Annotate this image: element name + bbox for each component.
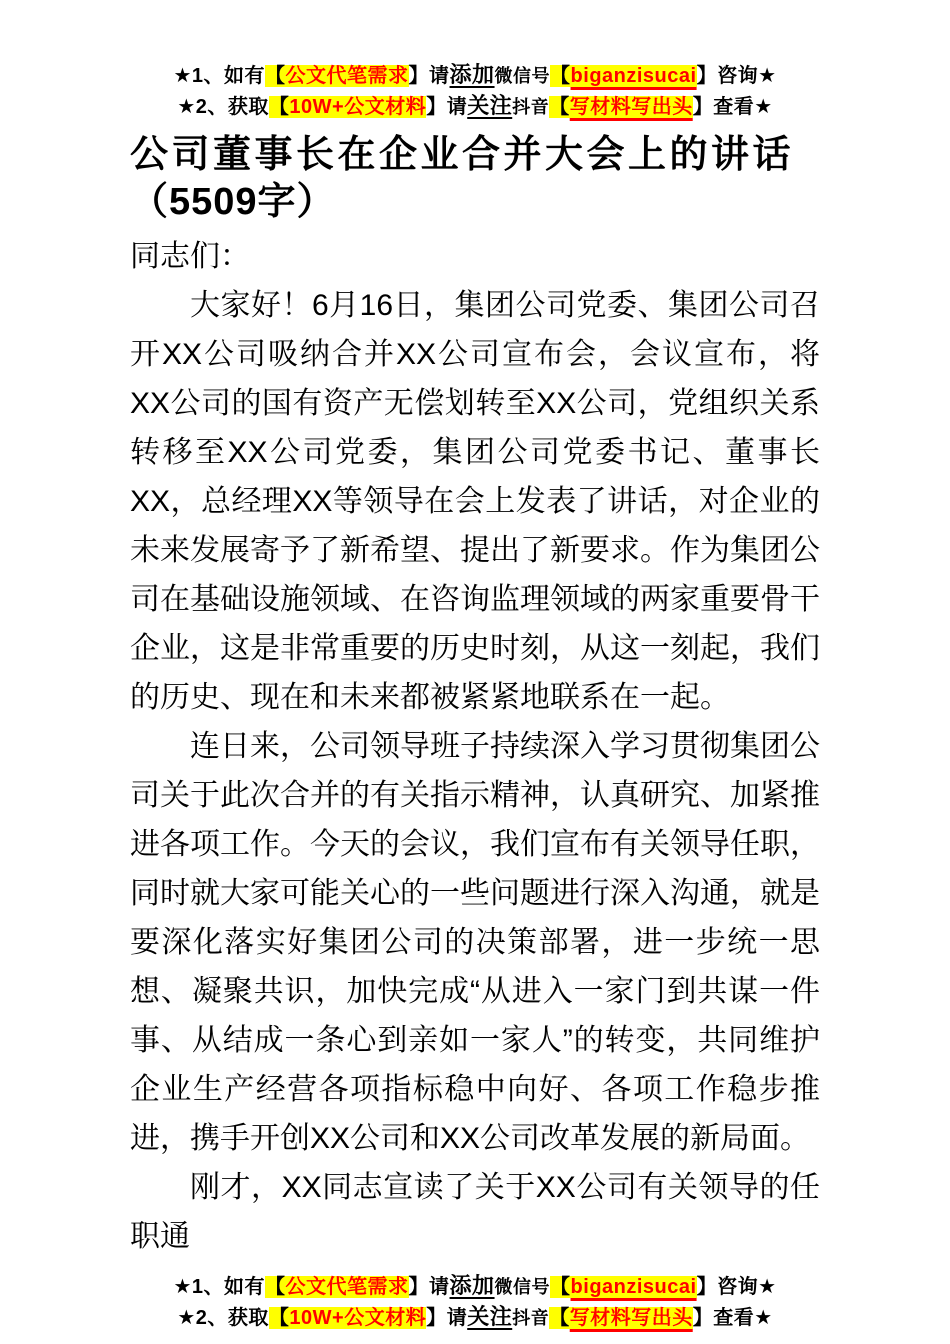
star-prefix-text: ★1、如有 — [173, 1276, 266, 1298]
paragraph-3-truncated: 刚才，XX同志宣读了关于XX公司有关领导的任职通 — [130, 1171, 820, 1253]
highlight-service: 公文代笔需求 — [285, 1276, 409, 1298]
highlight-service: 公文代笔需求 — [285, 65, 409, 87]
bracket-open: 【 — [549, 96, 570, 118]
bracket-close: 】 — [696, 1276, 718, 1298]
promo-header-line-2 — [0, 91, 950, 122]
please-text: 请 — [429, 1276, 450, 1298]
promo-footer — [0, 1271, 950, 1333]
bracket-open: 【 — [549, 1307, 570, 1329]
consult-star-text: 咨询★ — [717, 1276, 777, 1298]
bracket-open: 【 — [550, 1276, 571, 1298]
wechat-id: biganzisucai — [570, 1276, 697, 1298]
douyin-label: 抖音 — [512, 97, 550, 117]
salutation: 同志们： — [130, 240, 250, 273]
promo-footer-line-1 — [0, 1271, 950, 1302]
bracket-open: 【 — [265, 65, 286, 87]
paragraph-1: 大家好！6月16日，集团公司党委、集团公司召开XX公司吸纳合并XX公司宣布会，会议宣布，将XX公司的国有资产无偿划转至XX公司，党组织关系转移至XX公司党委，集团公司党委书记、董事长XX，总经理XX等领导在会上发表了讲话，对企业的未来发展寄予了新希望、提出了新要求。作为集团公司在基础设施领域、在咨询监理领域的两家重要骨干企业，这是非常重要的历史时刻，从这一刻起，我们的历史、现在和未来都被紧紧地联系在一起。 — [130, 289, 820, 714]
follow-action-text: 关注 — [467, 93, 513, 118]
document-title — [0, 132, 950, 226]
document-body — [0, 232, 950, 1261]
promo-header-line-1 — [0, 60, 950, 91]
bracket-close: 】 — [696, 65, 718, 87]
douyin-id: 写材料写出头 — [569, 96, 693, 118]
add-action-text: 添加 — [449, 1273, 495, 1298]
wechat-label: 微信号 — [494, 66, 551, 86]
douyin-label: 抖音 — [512, 1308, 550, 1328]
consult-star-text: 咨询★ — [717, 65, 777, 87]
view-star-text: 查看★ — [713, 96, 773, 118]
bracket-close: 】 — [408, 65, 430, 87]
bracket-open: 【 — [268, 96, 290, 118]
bracket-open: 【 — [550, 65, 571, 87]
wechat-label: 微信号 — [494, 1277, 551, 1297]
bracket-open: 【 — [265, 1276, 286, 1298]
promo-header — [0, 60, 950, 122]
wechat-id: biganzisucai — [570, 65, 697, 87]
star-prefix-text: ★2、获取 — [177, 1307, 269, 1329]
paragraph-2: 连日来，公司领导班子持续深入学习贯彻集团公司关于此次合并的有关指示精神，认真研究、加紧推进各项工作。今天的会议，我们宣布有关领导任职，同时就大家可能关心的一些问题进行深入沟通，就是要深化落实好集团公司的决策部署，进一步统一思想、凝聚共识，加快完成“从进入一家门到共谋一件事、从结成一条心到亲如一家人”的转变，共同维护企业生产经营各项指标稳中向好、各项工作稳步推进，携手开创XX公司和XX公司改革发展的新局面。 — [130, 730, 820, 1155]
bracket-close: 】 — [692, 96, 714, 118]
follow-action-text: 关注 — [467, 1304, 513, 1329]
please-text: 请 — [446, 1307, 468, 1329]
bracket-open: 【 — [268, 1307, 290, 1329]
douyin-id: 写材料写出头 — [569, 1307, 693, 1329]
document-title-line-1: 公司董事长在企业合并大会上的讲话 — [130, 134, 795, 176]
bracket-close: 】 — [692, 1307, 714, 1329]
star-prefix-text: ★1、如有 — [173, 65, 266, 87]
star-prefix-text: ★2、获取 — [177, 96, 269, 118]
please-text: 请 — [446, 96, 468, 118]
please-text: 请 — [429, 65, 450, 87]
bracket-close: 】 — [426, 96, 447, 118]
highlight-materials: 10W+公文材料 — [289, 96, 427, 118]
document-word-count: （5509字） — [130, 181, 336, 223]
bracket-close: 】 — [408, 1276, 430, 1298]
highlight-materials: 10W+公文材料 — [289, 1307, 427, 1329]
bracket-close: 】 — [426, 1307, 447, 1329]
promo-footer-line-2 — [0, 1302, 950, 1333]
add-action-text: 添加 — [449, 62, 495, 87]
view-star-text: 查看★ — [713, 1307, 773, 1329]
